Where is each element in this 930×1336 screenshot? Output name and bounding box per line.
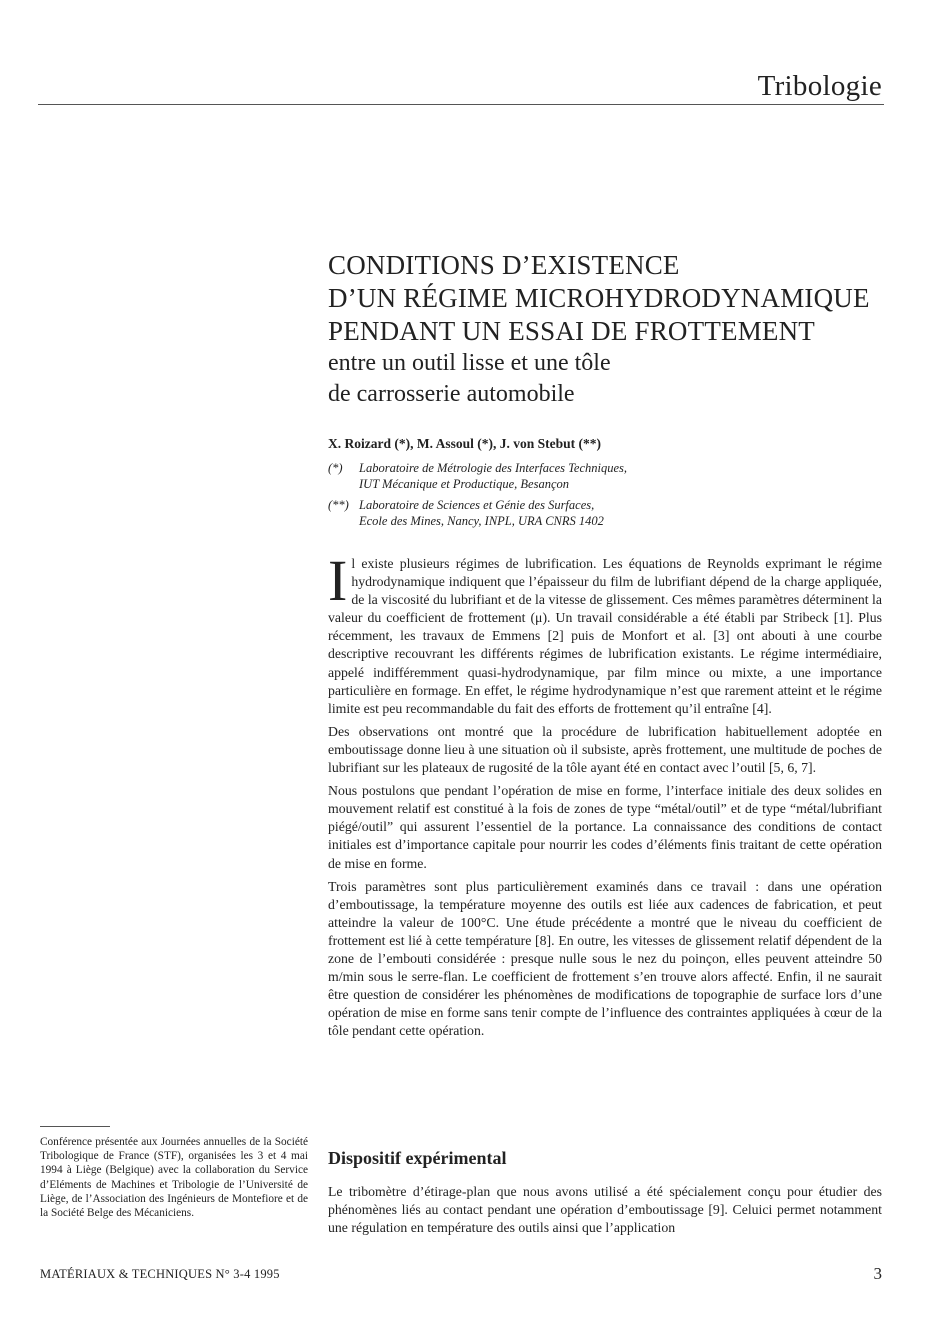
paragraph: Nous postulons que pendant l’opération de mise en forme, l’interface initiale des deux solides en mouvement relatif est constitué à la fois de zones de type “métal/outil” et de type “métal/lubrifiant piégé/outil” qui assurent l’essentiel de la portance. La connaissance des conditions de contact initiales est d’importance capitale pour nourrir les codes d’éléments finis traitant de cette opération de mise en forme. (328, 783, 882, 871)
title-line: CONDITIONS D’EXISTENCE (328, 250, 680, 280)
affiliation (328, 497, 888, 529)
affiliation-mark: (**) (328, 498, 349, 512)
paragraph-text: l existe plusieurs régimes de lubrification. Les équations de Reynolds exprimant le régime hydrodynamique indiquent que l’épaisseur du film de lubrifiant dépend de la charge appliquée, de la viscosité du lubrifiant et de la vitesse de glissement. Ces mêmes paramètres déterminent la valeur du coefficient de frottement (μ). Un travail considérable a été établi par Stribeck [1]. Plus récemment, les travaux de Emmens [2] puis de Monfort et al. [3] ont abouti à une courbe descriptive recouvrant les différents régimes de lubrification existants. Le régime intermédiaire, appelé indifféremment quasi-hydrodynamique, par film mince ou mixte, a une importance particulière en formage. En effet, le régime hydrodynamique n’est que rarement atteint et le régime limite est peu recommandable du fait des efforts de frottement qu’il entraîne [4]. (328, 556, 882, 716)
section-heading: Dispositif expérimental (328, 1148, 507, 1168)
affiliation-line: Laboratoire de Sciences et Génie des Surfaces, (359, 498, 595, 512)
authors: X. Roizard (*), M. Assoul (*), J. von Stebut (**) (328, 436, 601, 451)
paragraph: Trois paramètres sont plus particulièrement examinés dans ce travail : dans une opération d’emboutissage, la température moyenne des outils est liée aux cadences de fabrication, et peut atteindre la valeur de 100°C. Une étude précédente a montré que le niveau du coefficient de frottement est lié à cette température [8]. En outre, les vitesses de glissement relatif dépendent de la zone de l’embouti considérée : presque nulle sous le nez du poinçon, elles peuvent atteindre 50 m/min sous le serre-flan. Le coefficient de frottement s’en trouve alors affecté. Enfin, il ne saurait être question de considérer les phénomènes de modifications de topographie de surface lors d’une opération de mise en forme sans tenir compte de l’influence des contraintes appliquées à cœur de la tôle pendant cette opération. (328, 878, 882, 1039)
title-line: PENDANT UN ESSAI DE FROTTEMENT (328, 316, 816, 346)
section-title: Tribologie (757, 70, 882, 102)
running-header (0, 0, 930, 110)
footnote: Conférence présentée aux Journées annuelles de la Société Tribologique de France (STF), organisées les 3 et 4 mai 1994 à Liège (Belgique) avec la collaboration du Service d’Eléments de Machines et Tribologie de l’Université de Liège, de l’Association des Ingénieurs de Montefiore et de la Société Belge des Mécaniciens. (40, 1136, 308, 1220)
paragraph: Des observations ont montré que la procédure de lubrification habituellement adoptée en emboutissage donne lieu à une situation où il subsiste, après frottement, une multitude de poches de lubrifiant sur les plateaux de rugosité de la tôle ayant été en contact avec l’outil [5, 6, 7]. (328, 723, 882, 776)
article-body (328, 548, 882, 1045)
subtitle-line: de carrosserie automobile (328, 381, 575, 407)
subtitle-line: entre un outil lisse et une tôle (328, 350, 611, 376)
affiliation-line: Laboratoire de Métrologie des Interfaces Techniques, (359, 461, 628, 475)
affiliation-line: Ecole des Mines, Nancy, INPL, URA CNRS 1402 (359, 514, 604, 528)
affiliation-line: IUT Mécanique et Productique, Besançon (359, 477, 570, 491)
header-rule (38, 104, 884, 105)
page-number: 3 (873, 1264, 882, 1283)
title-line: D’UN RÉGIME MICROHYDRODYNAMIQUE (328, 283, 870, 313)
affiliation (328, 460, 888, 492)
article-title (328, 249, 898, 410)
affiliation-mark: (*) (328, 461, 343, 475)
journal-footer: MATÉRIAUX & TECHNIQUES N° 3-4 1995 (40, 1267, 280, 1281)
paragraph (328, 548, 882, 718)
section-paragraph: Le tribomètre d’étirage-plan que nous avons utilisé a été spécialement conçu pour étudier des phénomènes liés au contact pendant une opération d’emboutissage [9]. Celuici permet notamment une régulation en température des outils ainsi que l’application (328, 1184, 882, 1236)
drop-cap: I (328, 548, 348, 613)
footnote-rule (40, 1126, 110, 1127)
